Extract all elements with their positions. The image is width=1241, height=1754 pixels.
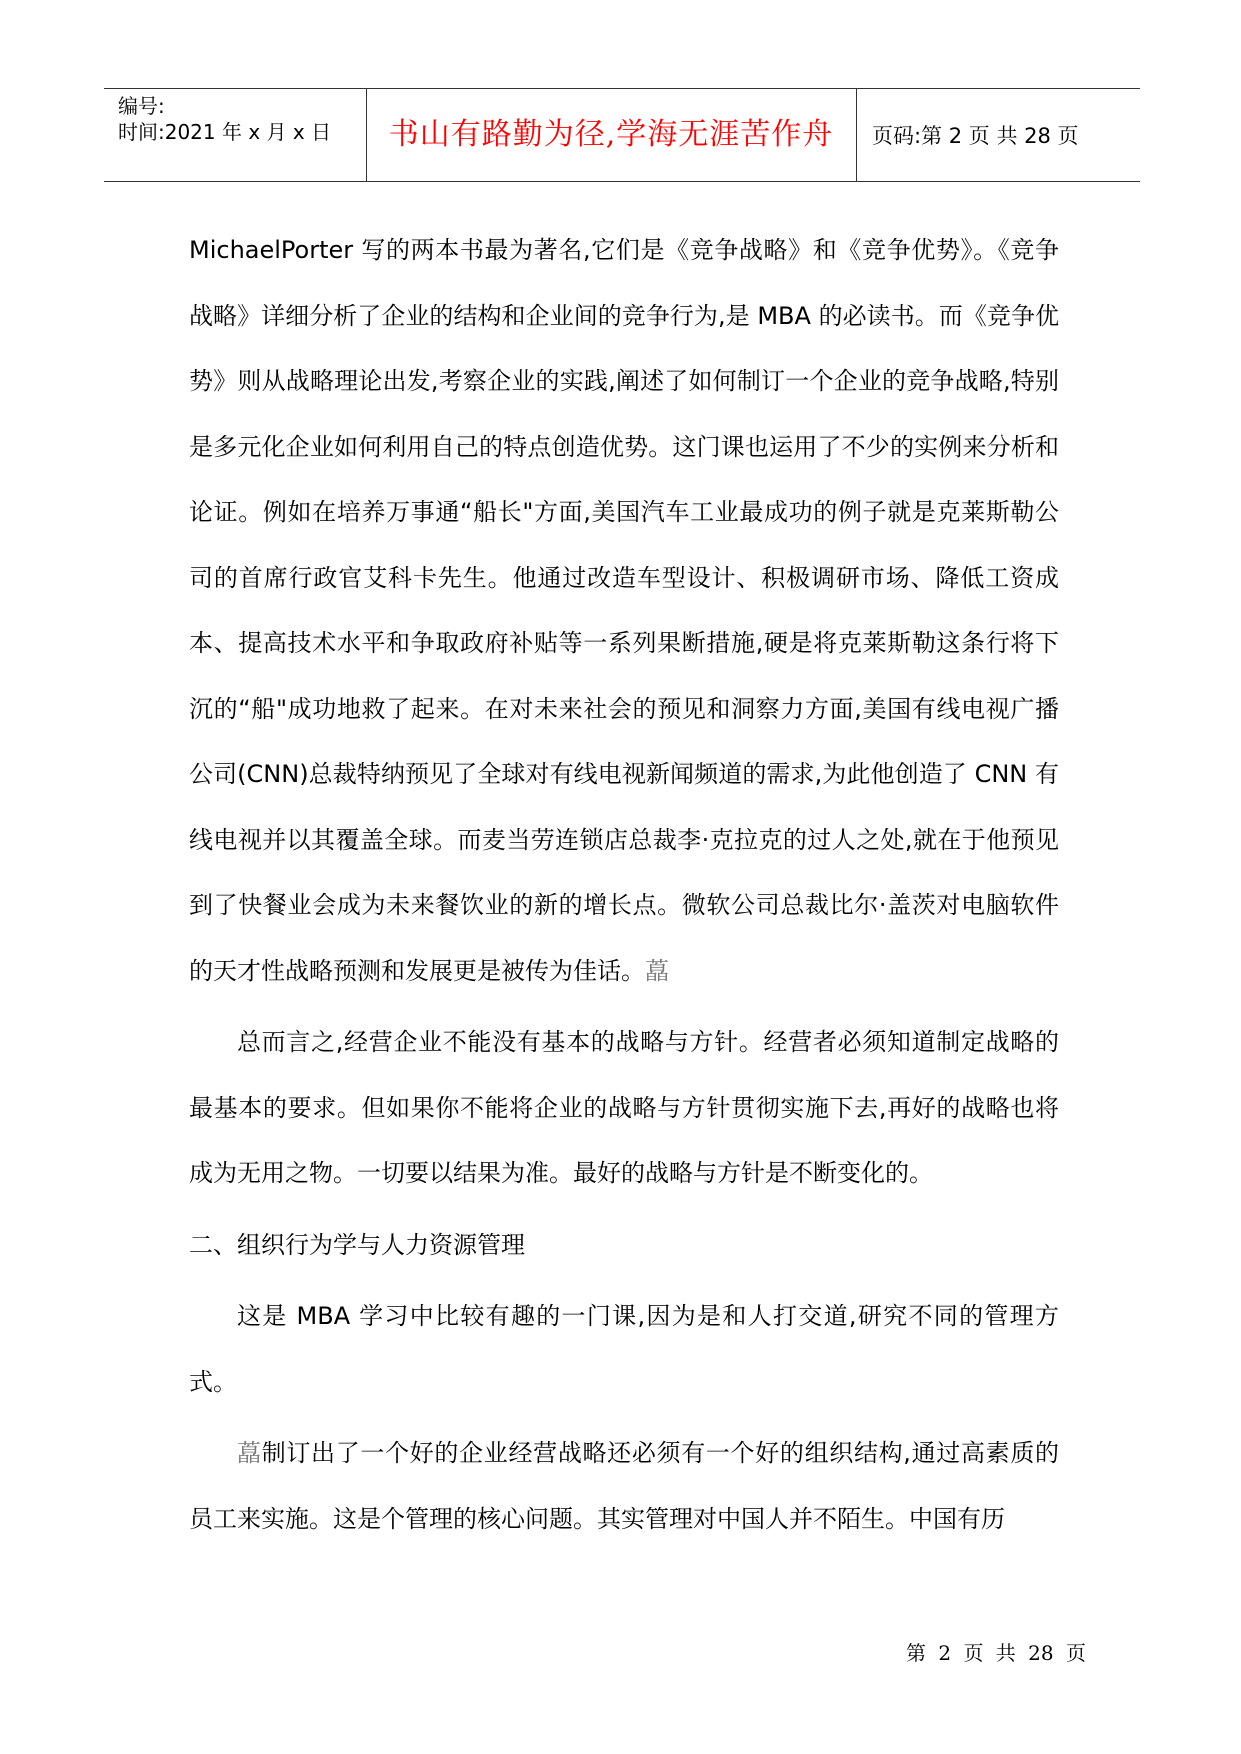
paragraph-porter-text: MichaelPorter 写的两本书最为著名,它们是《竞争战略》和《竞争优势》。《竞争战略》详细分析了企业的结构和企业间的竞争行为,是 MBA 的必读书。而《竞争优势》则从战略理论出发,考察企业的实践,阐述了如何制订一个企业的竞争战略,特别是多元化企业如何利用自己的特点创造优势。这门课也运用了不少的实例来分析和论证。例如在培养万事通“船长"方面,美国汽车工业最成功的例子就是克莱斯勒公司的首席行政官艾科卡先生。他通过改造车型设计、积极调研市场、降低工资成本、提高技术水平和争取政府补贴等一系列果断措施,硬是将克莱斯勒这条行将下沉的“船"成功地救了起来。在对未来社会的预见和洞察力方面,美国有线电视广播公司(CNN)总裁特纳预见了全球对有线电视新闻频道的需求,为此他创造了 CNN 有线电视并以其覆盖全球。而麦当劳连锁店总裁李·克拉克的过人之处,就在于他预见到了快餐业会成为未来餐饮业的新的增长点。微软公司总裁比尔·盖茨对电脑软件的天才性战略预测和发展更是被传为佳话。 xyxy=(189,236,1059,985)
paragraph-summary: 总而言之,经营企业不能没有基本的战略与方针。经营者必须知道制定战略的最基本的要求。但如果你不能将企业的战略与方针贯彻实施下去,再好的战略也将成为无用之物。一切要以结果为准。最好的战略与方针是不断变化的。 xyxy=(189,1028,1059,1187)
time-label: 时间:2021 年 x 月 x 日 xyxy=(118,120,332,144)
header-meta xyxy=(118,93,331,145)
garbled-mark: 藠 xyxy=(645,956,669,985)
header-divider-right xyxy=(856,89,857,181)
header-motto: 书山有路勤为径,学海无涯苦作舟 xyxy=(388,117,834,152)
paragraph-intro: 这是 MBA 学习中比较有趣的一门课,因为是和人打交道,研究不同的管理方式。 xyxy=(189,1302,1059,1396)
page-header xyxy=(104,88,1140,182)
document-body xyxy=(189,218,1059,1552)
header-page-code: 页码:第 2 页 共 28 页 xyxy=(872,124,1079,148)
garbled-mark: 藠 xyxy=(237,1439,262,1467)
page-footer: 第 2 页 共 28 页 xyxy=(906,1641,1086,1665)
section-heading: 二、组织行为学与人力资源管理 xyxy=(189,1230,525,1259)
paragraph-organization xyxy=(189,1421,1059,1552)
number-label: 编号: xyxy=(118,94,165,118)
paragraph-porter xyxy=(189,218,1059,1004)
paragraph-organization-text: 制订出了一个好的企业经营战略还必须有一个好的组织结构,通过高素质的员工来实施。这是个管理的核心问题。其实管理对中国人并不陌生。中国有历 xyxy=(189,1439,1059,1533)
